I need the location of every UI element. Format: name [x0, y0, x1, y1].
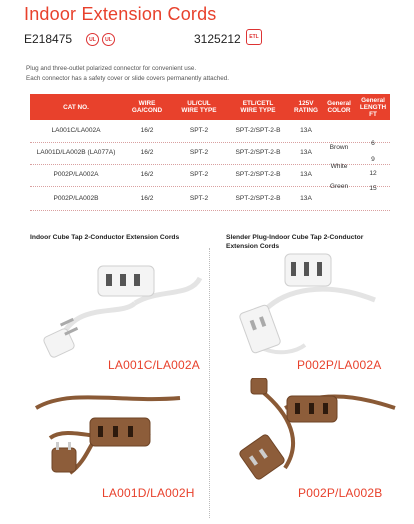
length-12: 12: [369, 170, 377, 177]
etl-file-number: 3125212: [194, 32, 241, 46]
white-cube-tap-cord-image: [40, 258, 205, 368]
ul-file-number: E218475: [24, 32, 73, 46]
product-label-la001d: LA001D/LA002H: [102, 486, 195, 500]
length-15: 15: [369, 185, 377, 192]
row-3-cat: P002P/LA002A: [53, 171, 99, 178]
column-divider: [209, 248, 210, 518]
row-1-rating: 13A: [300, 127, 312, 134]
ul-mark-icon: UL: [86, 33, 99, 46]
row-4-cat: P002P/LA002B: [53, 195, 99, 202]
row-3-ul: SPT-2: [189, 171, 209, 178]
row-separator: [30, 142, 390, 143]
header-cat-no: CAT NO.: [63, 103, 89, 111]
row-1-wire: 16/2: [140, 127, 154, 134]
row-1-cat: LA001C/LA002A: [51, 127, 101, 134]
header-ul-wire-type: UL/CUL WIRE TYPE: [181, 100, 217, 114]
row-4-etl: SPT-2/SPT-2-B: [235, 195, 281, 202]
row-2-ul: SPT-2: [189, 149, 209, 156]
product-label-p002p-b: P002P/LA002B: [298, 486, 383, 500]
etl-mark-icon: ETL: [246, 29, 262, 45]
header-rating: 125V RATING: [293, 100, 319, 114]
brown-slender-plug-cord-image: [225, 378, 400, 483]
header-color: General COLOR: [327, 100, 351, 114]
color-brown: Brown: [329, 144, 349, 151]
color-green: Green: [329, 183, 349, 190]
row-4-wire: 16/2: [140, 195, 154, 202]
row-1-ul: SPT-2: [189, 127, 209, 134]
white-slender-plug-cord-image: [225, 250, 395, 370]
length-9: 9: [371, 156, 375, 163]
row-3-rating: 13A: [300, 171, 312, 178]
header-wire: WIRE GA/COND: [131, 100, 163, 114]
row-4-rating: 13A: [300, 195, 312, 202]
cul-mark-icon: UL: [102, 33, 115, 46]
row-2-rating: 13A: [300, 149, 312, 156]
row-3-wire: 16/2: [140, 171, 154, 178]
product-label-la001c: LA001C/LA002A: [108, 358, 201, 372]
section-title-slender-line-1: Slender Plug-Indoor Cube Tap 2-Conductor: [226, 234, 364, 241]
row-2-cat: LA001D/LA002B (LA077A): [36, 149, 116, 156]
row-2-wire: 16/2: [140, 149, 154, 156]
color-white: White: [330, 163, 348, 170]
section-title-slender-line-2: Extension Cords: [226, 243, 280, 250]
header-length: General LENGTH FT: [359, 96, 387, 118]
row-separator: [30, 210, 390, 211]
spec-table: [30, 94, 390, 214]
description-line-2: Each connector has a safety cover or slide covers permanently attached.: [26, 75, 230, 82]
description-line-1: Plug and three-outlet polarized connector for convenient use.: [26, 65, 197, 72]
row-1-etl: SPT-2/SPT-2-B: [235, 127, 281, 134]
section-title-cube-tap: Indoor Cube Tap 2-Conductor Extension Cords: [30, 234, 180, 241]
page-title: Indoor Extension Cords: [24, 4, 217, 24]
row-2-etl: SPT-2/SPT-2-B: [235, 149, 281, 156]
header-etl-wire-type: ETL/CETL WIRE TYPE: [240, 100, 276, 114]
product-label-p002p-a: P002P/LA002A: [297, 358, 382, 372]
brown-cube-tap-cord-image: [30, 378, 205, 483]
row-4-ul: SPT-2: [189, 195, 209, 202]
length-6: 6: [371, 140, 375, 147]
row-3-etl: SPT-2/SPT-2-B: [235, 171, 281, 178]
